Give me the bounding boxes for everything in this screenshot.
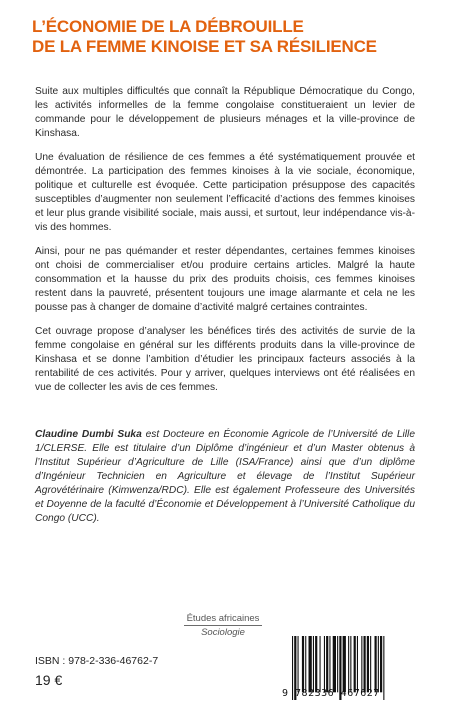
barcode-bar	[343, 636, 346, 692]
barcode-bar	[348, 636, 349, 692]
author-name: Claudine Dumbi Suka	[35, 429, 142, 440]
summary-paragraph: Une évaluation de résilience de ces femmes a été systématiquement prouvée et démontrée. La participation des femmes kinoises à la vie sociale, économique, politique et culturelle est évoquée. Cette participation présuppose des capacités susceptibles d’augmenter non seulement l’efficacité d’actions des femmes kinoises et leur plus grande visibilité sociale, mais aussi, et surtout, leur indépendance vis-à-vis des hommes.	[35, 152, 415, 233]
summary-paragraph: Cet ouvrage propose d’analyser les bénéfices tirés des activités de survie de la femme congolaise en général sur les différents produits dans la ville-province de Kinshasa et se donne l’ambition d’étudier les principaux facteurs associés à la rentabilité de ces activités. Pour y arriver, quelques interviews ont été réalisées en vue de collecter les avis de ces femmes.	[35, 326, 415, 393]
series-name: Études africaines	[184, 613, 262, 626]
barcode-bar	[361, 636, 362, 692]
barcode-bar	[370, 636, 371, 692]
barcode-bar	[315, 636, 317, 692]
author-bio-text: est Docteure en Économie Agricole de l’Université de Lille 1/CLERSE. Elle est titulaire d’un Diplôme d’ingénieur et d’un Master obtenus à l’Institut Supérieur d’Agriculture de Lille (ISA/France) ainsi que d’un diplôme d’Ingénieur Technicien en Agriculture et élevage de l’Institut Supérieur Agrovétérinaire (Kimwenza/RDC). Elle est également Professeure des Universités et Doyenne de la faculté d’Économie et Développement à l’Université Catholique du Congo (UCC).	[35, 429, 415, 524]
summary-paragraph: Ainsi, pour ne pas quémander et rester dépendantes, certaines femmes kinoises ont choisi de commercialiser et/ou produire certains articles. Malgré la haute consommation et la hausse du prix des produits choisis, ces femmes kinoises restent dans la pauvreté, présentent toujours une image alarmante et cela ne les pousse pas à changer de domaine d’activité malgré certaines contraintes.	[35, 246, 415, 313]
title-line-2: DE LA FEMME KINOISE ET SA RÉSILIENCE	[32, 37, 377, 56]
isbn-label: ISBN : 978-2-336-46762-7	[35, 655, 159, 667]
barcode-bar	[350, 636, 351, 692]
barcode-bar	[305, 636, 306, 692]
barcode-bar	[320, 636, 321, 692]
back-cover-summary	[35, 85, 415, 405]
barcode-bar	[357, 636, 358, 692]
barcode-bar	[367, 636, 369, 692]
title-line-1: L’ÉCONOMIE DE LA DÉBROUILLE	[32, 17, 304, 36]
barcode-bar	[309, 636, 312, 692]
series-logo	[184, 613, 262, 639]
barcode-bar	[378, 636, 379, 692]
barcode-bar	[313, 636, 314, 692]
author-bio	[35, 428, 415, 526]
barcode-bar	[324, 636, 325, 692]
barcode-bar	[298, 636, 299, 692]
barcode-digits: 9 782336 467627	[282, 688, 380, 699]
barcode-bar	[337, 636, 338, 692]
series-subseries: Sociologie	[201, 627, 245, 638]
barcode-bar	[375, 636, 377, 692]
price-label: 19 €	[35, 672, 63, 688]
book-title	[32, 17, 432, 57]
barcode-bar	[333, 636, 336, 692]
barcode-bar	[326, 636, 328, 692]
barcode-bar	[302, 636, 304, 692]
barcode-bar	[380, 636, 382, 692]
barcode-bar	[364, 636, 366, 692]
summary-paragraph: Suite aux multiples difficultés que connaît la République Démocratique du Congo, les activités informelles de la femme congolaise constitueraient un levier de commande pour le développement de plusieurs ménages et la ville-province de Kinshasa.	[35, 86, 415, 139]
barcode-bar	[354, 636, 356, 692]
barcode-bar	[329, 636, 330, 692]
